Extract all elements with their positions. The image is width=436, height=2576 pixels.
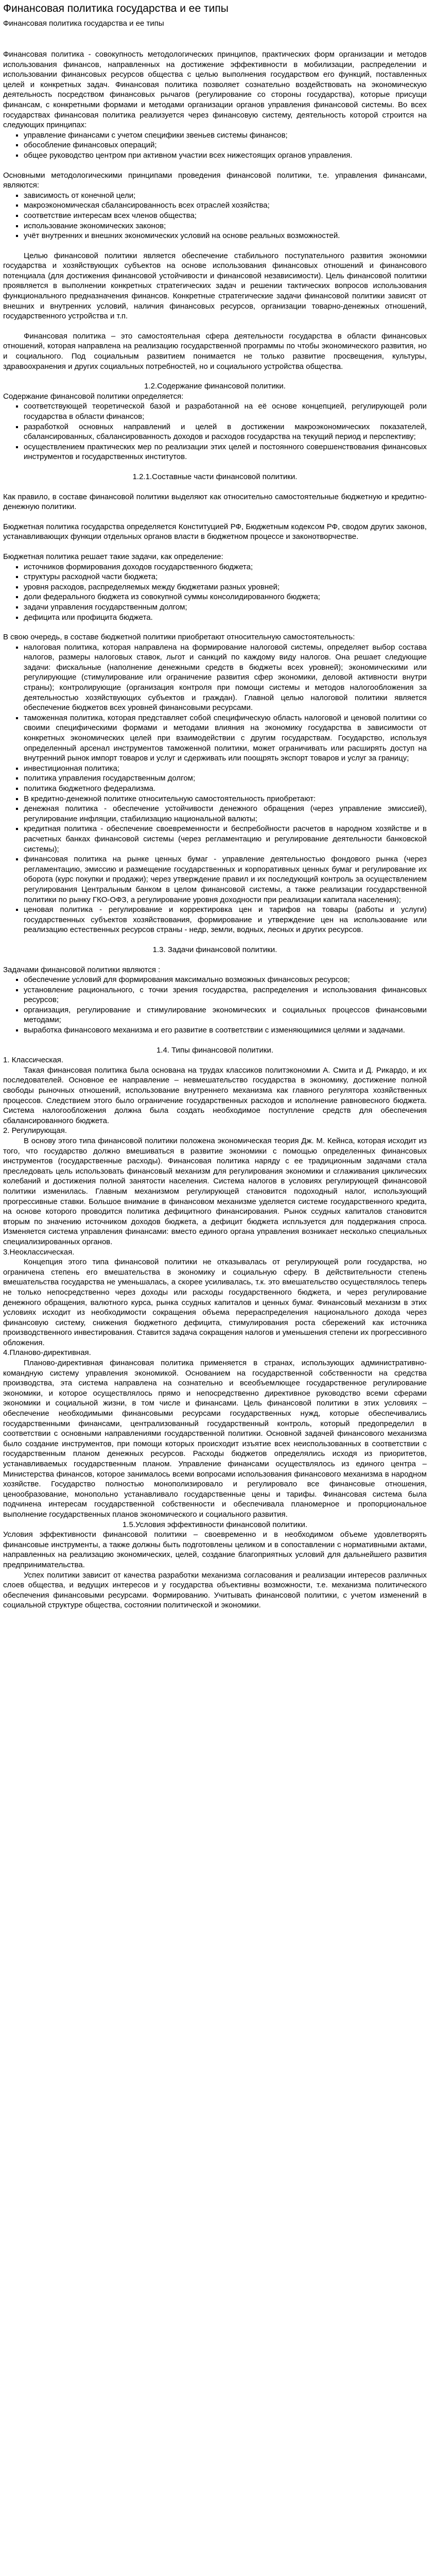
list-item: ▪ учёт внутренних и внешних экономических условий на основе реальных возможностей. bbox=[24, 231, 427, 241]
list-item: ▪ структуры расходной части бюджета; bbox=[24, 572, 427, 582]
type-title: 4.Планово-директивная. bbox=[3, 1348, 91, 1358]
paragraph: Успех политики зависит от качества разработки механизма согласования и реализации интересов различных слоев общества, и ведущих интересов и у государства объективны возможности, т.е. механизма политического обеспечения финансовыми ресурсами. Формированию. Учитывать финансовой политики, с учетом изменений в социальной структуре общества, состоянии политической и экономики. bbox=[3, 1570, 427, 1610]
content-list bbox=[3, 401, 427, 462]
list-item: ▪ установление рационального, с точки зрения государства, распределения и использования финансовых ресурсов; bbox=[24, 985, 427, 1005]
list-item: ▪ налоговая политика, которая направлена на формирование налоговой системы, определяет выбор состава налогов, размеры налоговых ставок, льгот и санкций по каждому виду налогов. Она решает следующие задачи: фискальные (наполнение денежными средств в бюджеты всех уровней); экономическими или регулирующие (стимулирование или ограничение развития сфер экономики, деловой активности внутри страны); контролирующие (организация контроля при помощи системы и методов налогообложения за деятельностью хозяйствующих субъектов и граждан). Главной целью налоговой политики является обеспечение бюджетов всех уровней финансовыми ресурсами. bbox=[24, 642, 427, 713]
definition-paragraph: Финансовая политика – это самостоятельная сфера деятельности государства в области финансовых отношений, которая направлена на реализацию государственной программы по чтобы экономического развития, но и социального. Под социальным развитием понимается не только развитие просвещения, культуры, здравоохранения и других социальных потребностей, но и социального устройства общества. bbox=[3, 331, 427, 371]
list-item: ▪ финансовая политика на рынке ценных бумаг - управление деятельностью фондового рынка (через регламентацию, эмиссию и размещение государственных и корпоративных ценных бумаг и регулирование их оборота (курс покупки и продажи); через утверждение правил и их последующий контроль за осуществлением регулирования Центральным банком в целом финансовой системы, а также реализации государственной политики по рынку ГКО-ОФЗ, а регулирование уровня доходности при реализации капитала населения); bbox=[24, 854, 427, 905]
type-text: Такая финансовая политика была основана на трудах классиков политэкономии А. Смита и Д. Рикардо, и их последователей. Основное ее направление – невмешательство государства в экономику, достижение полной свободы рыночных отношений, использование внутреннего механизма как главного регулятора хозяйственных процессов. Следствием этого было ограничение государственных расходов и исполнение равновесного бюджета. Система налогообложения должна была создать необходимое поступление средств для обеспечения сбалансированного бюджета. bbox=[3, 1065, 427, 1125]
paragraph: Бюджетная политика государства определяется Конституцией РФ, Бюджетным кодексом РФ, сводом других законов, устанавливающих функции отдельных органов власти в бюджетном процессе и законотворчестве. bbox=[3, 522, 427, 541]
section-lead: Задачами финансовой политики являются : bbox=[3, 965, 161, 974]
list-item: ▪ ценовая политика - регулирование и корректировка цен и тарифов на товары (работы и услуги) государственных субъектов хозяйствования, формирование и утверждение цен на использование или реализацию естественных ресурсов страны - недр, земли, водных, лесных и других ресурсов. bbox=[24, 905, 427, 935]
list-item: ▪ организация, регулирование и стимулирование экономических и социальных процессов финансовыми методами; bbox=[24, 1005, 427, 1025]
type-title: 1. Классическая. bbox=[3, 1056, 64, 1065]
list-item: ▪ зависимость от конечной цели; bbox=[24, 191, 427, 201]
page-subtitle: Финансовая политика государства и ее типы bbox=[3, 19, 164, 28]
section-heading: 1.2.Содержание финансовой политики. bbox=[144, 382, 286, 391]
paragraph: Бюджетная политика решает такие задачи, как определение: bbox=[3, 552, 223, 561]
budget-list bbox=[3, 562, 427, 623]
section-heading: 1.4. Типы финансовой политики. bbox=[156, 1045, 274, 1055]
methods-list bbox=[3, 191, 427, 241]
list-item: ▪ обеспечение условий для формирования максимально возможных финансовых ресурсов; bbox=[24, 975, 427, 985]
type-text: В основу этого типа финансовой политики положена экономическая теория Дж. М. Кейнса, которая исходит из того, что государство должно вмешиваться в развитие экономики с помощью определенных финансовых инструментов (государственные расходы). Финансовая политика наряду с ее традиционным задачами стала преследовать цель использовать финансовый механизм для регулирования экономики и сглаживания циклических колебаний и достижения полной занятости населения. Система налогов в условиях регулирующей финансовой политики изменилась. Главным механизмом регулирующей становится подоходный налог, использующий прогрессивные ставки. Большое внимание в финансовом механизме уделяется системе государственного кредита, на основе которого проводится политика дефицитного финансирования. Рынок ссудных капиталов становится вторым по значению источником доходов бюджета, а дефицит бюджета испльзуется для поддержания спроса. Изменяется система управления финансами: вместо единого органа управления возникает несколько специальных специализированных органов. bbox=[3, 1137, 427, 1246]
intro-paragraph: Финансовая политика - совокупность методологических принципов, практических форм организации и методов использования финансов, направленных на достижение эффективности в мобилизации, распределении и использовании финансовых ресурсов общества с целью выполнения государством его функций, поставленных целей и конкретных задач. Финансовая политика позволяет сознательно воздействовать на экономическую деятельность посредством финансовых рычагов (регулирование со стороны государства), которые присущи финансам, с конкретными формами и методами организации органов управления финансовой системы. Во всех государствах финансовая политика реализуется через финансовую систему, деятельность которой строится на следующих принципах: bbox=[3, 50, 427, 130]
section-heading: 1.3. Задачи финансовой политики. bbox=[152, 945, 277, 954]
list-item: ▪ общее руководство центром при активном участии всех нижестоящих органов управления. bbox=[24, 150, 427, 161]
list-item: ▪ доли федерального бюджета из совокупной суммы консолидированного бюджета; bbox=[24, 592, 427, 602]
list-item: ▪ таможенная политика, которая представляет собой специфическую область налоговой и ценовой политики со своими специфическими формами и методами влияния на экономику государства в зависимости от конкретных экономических целей при взаимодействии с другим государствам. Государство, используя определенный арсенал инструментов таможенной политики, может ограничивать или расширять доступ на внутренний рынок импорт товаров и услуг и сдерживать или поощрять экспорт товаров и услуг за границу; bbox=[24, 713, 427, 764]
list-item: ▪ уровня расходов, распределяемых между бюджетами разных уровней; bbox=[24, 582, 427, 592]
principles-list bbox=[3, 130, 427, 161]
list-item: ▪ источников формирования доходов государственного бюджета; bbox=[24, 562, 427, 572]
list-item: ▪ соответствующей теоретической базой и разработанной на её основе концепцией, регулирующей роли государства в области финансов; bbox=[24, 401, 427, 421]
list-item: ▪ осуществлением практических мер по реализации этих целей и постоянного совершенствования финансовых инструментов и государственных институтов. bbox=[24, 442, 427, 462]
list-item: ▪ использование экономических законов; bbox=[24, 221, 427, 231]
policy-parts-list bbox=[3, 642, 427, 935]
list-item: ▪ разработкой основных направлений и целей в достижении макроэкономических показателей, сбалансированных, сбалансированность доходов и расходов государства на текущий период и перспективу; bbox=[24, 422, 427, 442]
list-item: ▪ инвестиционная политика; bbox=[24, 764, 427, 774]
section-heading: 1.2.1.Составные части финансовой политики. bbox=[132, 472, 298, 481]
type-title: 3.Неоклассическая. bbox=[3, 1247, 75, 1257]
paragraph: Как правило, в составе финансовой политики выделяют как относительно самостоятельные бюджетную и кредитно-денежную политики. bbox=[3, 492, 427, 512]
paragraph: В свою очередь, в составе бюджетной политики приобретают относительную самостоятельность: bbox=[3, 633, 355, 642]
list-item: ▪ В кредитно-денежной политике относительную самостоятельность приобретают: bbox=[24, 794, 427, 804]
list-item: ▪ соответствие интересам всех членов общества; bbox=[24, 211, 427, 221]
methods-lead: Основными методологическими принципами проведения финансовой политики, т.е. управления финансами, являются: bbox=[3, 171, 427, 190]
list-item: ▪ управление финансами с учетом специфики звеньев системы финансов; bbox=[24, 130, 427, 141]
goal-paragraph: Целью финансовой политики является обеспечение стабильного поступательного развития экономики государства и хозяйствующих субъектов на основе использования финансовых отношений и финансового потенциала (для достижения финансовой устойчивости и финансовой независимости). Цель финансовой политики проявляется в выполнении конкретных стратегических задач и решении тактических вопросов использования функционального предназначения финансов. Конкретные стратегические задачи финансовой политики зависят от внешних и внутренних условий, наличия финансовых ресурсов, организации товарно-денежных отношений, государственного устройства и т.п. bbox=[3, 251, 427, 321]
list-item: ▪ задачи управления государственным долгом; bbox=[24, 602, 427, 613]
list-item: ▪ кредитная политика - обеспечение своевременности и беспребойности расчетов в народном хозяйстве и в расчетных банках финансовой системы (через регламентацию и регулирование деятельности банковской системы); bbox=[24, 824, 427, 854]
type-text: Планово-директивная финансовая политика применяется в странах, использующих административно-командную систему управления экономикой. Основанием на государственной собственности на средства производства, эта система направлена на сознательно и всеобъемлющее государственное регулирование экономики, и которое осуществлялось прямо и непосредственно директивное руководство всеми сферами экономики и социальной жизни, в том числе и финансами. Цель финансовой политики в этих условиях – обеспечение необходимыми финансовыми ресурсами государственных нужд, которые обеспечивались государственными финансами, централизованный государственный контроль, который предопределил в соответствии с основными направлениями государственной политики. Основной задачей финансового механизма было создание инструментов, при помощи которых происходит изъятие всех неиспользованных в соответствии с государственным планом денежных ресурсов. Расходы бюджетов определялись исходя из приоритетов, устанавливаемых государственным планом. Управление финансами осуществлялось из единого центра – Министерства финансов, которое занималось всеми вопросами использования финансового механизма в народном хозяйстве. Государство полностью монополизировало и регулировало все финансовые отношения, ценообразование, монопольно устанавливало государственные цены и тарифы. Финансовая система была подчинена интересам государственной собственности и обеспечивала планомерное и пропорциональное выполнение государственных планов экономического и социального развития. bbox=[3, 1359, 427, 1519]
list-item: ▪ обособление финансовых операций; bbox=[24, 140, 427, 150]
list-item: ▪ политика бюджетного федерализма. bbox=[24, 784, 427, 794]
page-title: Финансовая политика государства и ее типы bbox=[3, 3, 229, 14]
list-item: ▪ дефицита или профицита бюджета. bbox=[24, 613, 427, 623]
tasks-list bbox=[3, 975, 427, 1036]
list-item: ▪ денежная политика - обеспечение устойчивости денежного обращения (через управление эмиссией), регулирование инфляции, стабилизацию национальной валюты; bbox=[24, 804, 427, 824]
list-item: ▪ выработка финансового механизма и его развитие в соответствии с изменяющимися целями и задачами. bbox=[24, 1025, 427, 1036]
section-lead: Содержание финансовой политики определяется: bbox=[3, 392, 184, 401]
list-item: ▪ политика управления государственным долгом; bbox=[24, 773, 427, 784]
paragraph: Условия эффективности финансовой политики – своевременно и в необходимом объеме удовлетворять финансовые инструменты, а также должны быть подготовлены целиком и в сопоставлении с нормативными актами, направленных на реализацию экономических, целей, создание благоприятных условий для дальнейшего развития предпринимательства. bbox=[3, 1530, 427, 1569]
section-heading: 1.5.Условия эффективности финансовой политики. bbox=[122, 1520, 308, 1529]
list-item: ▪ макроэкономическая сбалансированность всех отраслей хозяйства; bbox=[24, 200, 427, 211]
type-title: 2. Регулирующая. bbox=[3, 1126, 67, 1136]
type-text: Концепция этого типа финансовой политики не отказывалась от регулирующей роли государства, но ограничена степень его вмешательства в экономику и социальную сферу. В действительности степень вмешательства государства не уменьшалась, а скорее усиливалась, т.к. это вмешательство осуществлялось теперь не только непосредственно через доходы или расходы государственного бюджета, и через регулирование денежного обращения, валютного курса, рынка ссудных капиталов и ценных бумаг. Финансовый механизм в этих условиях исходит из необходимости сокращения объема перераспределения национального дохода через финансовую систему, снижения бюджетного дефицита, стимулирования роста сбережений как источника производственного инвестирования. Ставится задача сокращения налогов и уменьшения степени их прогрессивного обложения. bbox=[3, 1258, 427, 1347]
